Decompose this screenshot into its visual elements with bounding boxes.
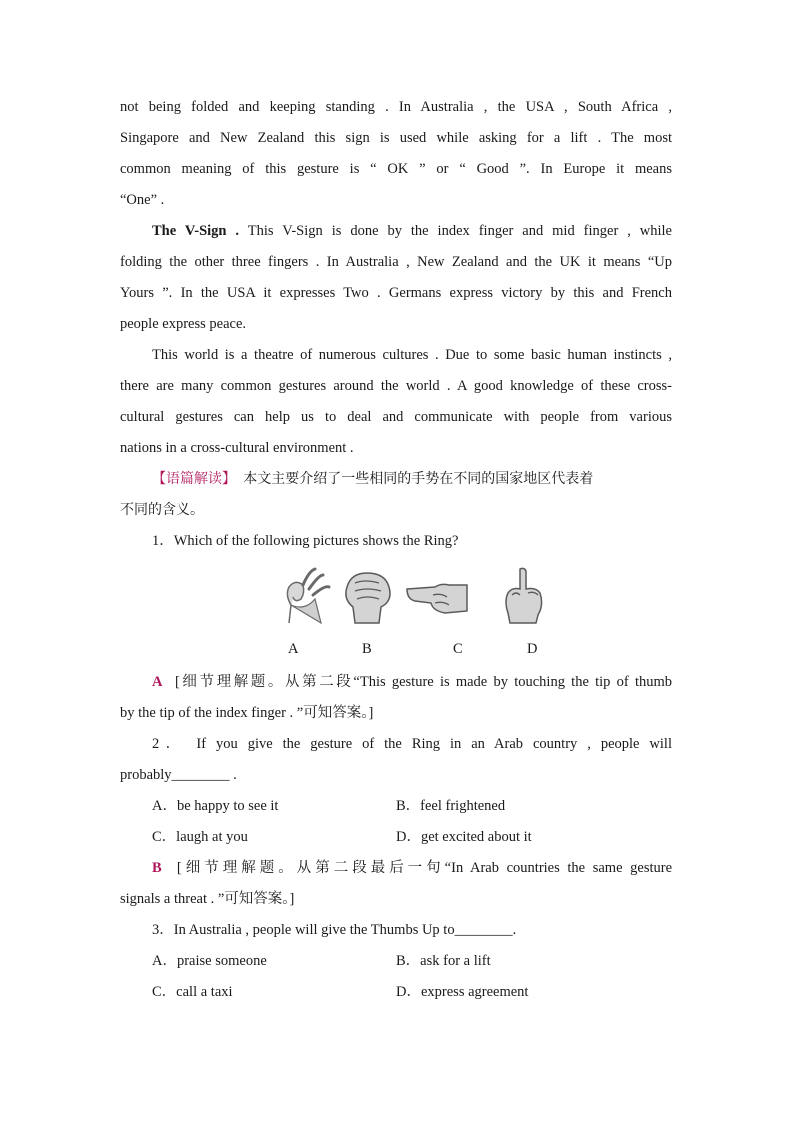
option-a[interactable]: A．be happy to see it	[152, 798, 279, 814]
question-2-options-row	[120, 791, 672, 822]
answer-badge: B	[152, 860, 162, 876]
analysis-line	[120, 464, 672, 495]
option-b[interactable]: B．ask for a lift	[396, 953, 491, 969]
document-page	[120, 92, 672, 1008]
question-2-stem-cont: probably________ .	[120, 767, 237, 783]
analysis-text: 本文主要介绍了一些相同的手势在不同的国家地区代表着	[243, 471, 594, 487]
paragraph-line	[120, 216, 672, 247]
pointing-hand-icon	[405, 565, 469, 625]
paragraph-line: not being folded and keeping standing . In Australia , the USA , South Africa ,	[120, 99, 672, 115]
paragraph-line: there are many common gestures around the world . A good knowledge of these cross-	[120, 378, 672, 394]
paragraph-line: cultural gestures can help us to deal and communicate with people from various	[120, 409, 672, 425]
paragraph-line: people express peace.	[120, 316, 247, 332]
paragraph-line: common meaning of this gesture is “ OK ” or “ Good ”. In Europe it means	[120, 161, 672, 177]
option-d[interactable]: D．express agreement	[396, 984, 529, 1000]
option-a[interactable]: A．praise someone	[152, 953, 267, 969]
explanation-text: [细节理解题。从第二段“This gesture is made by touching the tip of thumb	[174, 674, 673, 690]
question-1-explanation-cont: by the tip of the index finger . ”可知答案。]	[120, 705, 374, 721]
question-1-picture-labels	[120, 633, 672, 667]
question-1-explanation	[120, 667, 672, 698]
paragraph-line: folding the other three fingers . In Australia , New Zealand and the UK it means “Up	[120, 254, 672, 270]
fist-hand-icon	[335, 565, 399, 625]
option-d[interactable]: D．get excited about it	[396, 829, 532, 845]
question-3-options-row	[120, 946, 672, 977]
question-2-explanation-cont: signals a threat . ”可知答案。]	[120, 891, 295, 907]
question-3-stem: 3．In Australia , people will give the Thumbs Up to________.	[152, 922, 517, 938]
option-c[interactable]: C．call a taxi	[152, 984, 233, 1000]
question-2-options-row	[120, 822, 672, 853]
picture-label-c: C	[453, 641, 463, 657]
paragraph-line: This world is a theatre of numerous cultures . Due to some basic human instincts ,	[152, 347, 672, 363]
picture-label-d: D	[527, 641, 538, 657]
explanation-text: [细节理解题。从第二段最后一句“In Arab countries the same gesture	[176, 860, 673, 876]
paragraph-text: This V-Sign is done by the index finger and mid finger , while	[239, 223, 672, 239]
option-c[interactable]: C．laugh at you	[152, 829, 248, 845]
picture-label-a: A	[288, 641, 299, 657]
paragraph-line: “One” .	[120, 192, 165, 208]
raised-finger-hand-icon	[492, 565, 556, 625]
paragraph-line: Yours ”. In the USA it expresses Two . Germans express victory by this and French	[120, 285, 672, 301]
analysis-tag: 【语篇解读】	[152, 471, 236, 487]
ring-hand-icon	[275, 565, 339, 625]
question-2-explanation	[120, 853, 672, 884]
question-2-stem: 2． If you give the gesture of the Ring in an Arab country , people will	[152, 736, 672, 752]
question-1-stem: 1．Which of the following pictures shows the Ring?	[152, 533, 459, 549]
paragraph-line: Singapore and New Zealand this sign is used while asking for a lift . The most	[120, 130, 672, 146]
paragraph-line: nations in a cross-cultural environment .	[120, 440, 354, 456]
analysis-line: 不同的含义。	[120, 502, 204, 518]
answer-badge: A	[152, 674, 163, 690]
question-3-options-row	[120, 977, 672, 1008]
v-sign-heading: The V-Sign .	[152, 223, 240, 239]
question-1-pictures	[120, 565, 672, 633]
picture-label-b: B	[362, 641, 372, 657]
option-b[interactable]: B．feel frightened	[396, 798, 506, 814]
